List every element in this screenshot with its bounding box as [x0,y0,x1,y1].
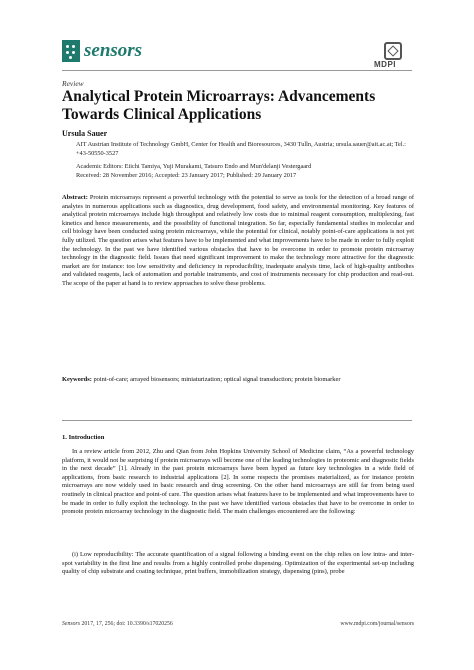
keywords-text: point-of-care; arrayed biosensors; miniaturization; optical signal transduction; protein biomarker [93,376,341,383]
paragraph: In a review article from 2012, Zhu and Qian from John Hopkins University School of Medicine claim, “As a powerful technology platform, it would not be surprising if protein microarrays will become one of the leading technologies in proteomic and diagnostic fields in the next decade” [1]. Already in the past protein microarrays have been hyped as future key technologies in a wide field of applications, from basic research to industrial applications [2]. In some respects the promises materialized, as for instance protein microarrays are now widely used in basic research and drug screening. On the other hand microarrays are still far from being used routinely in clinical practice and point-of care. The question arises what features have to be implemented and what improvements have to be made in order to fully exploit the technology. In the past we have identified various obstacles that have to be overcome in order to promote protein microarray technology in the diagnostic field. The main challenges encountered are the following: [62,448,414,516]
mdpi-logo-icon [384,42,402,60]
publisher-name: MDPI [374,60,396,69]
affiliation: AIT Austrian Institute of Technology GmbH, Center for Health and Bioresources, 3430 Tulln, Austria; ursula.sauer@ait.ac.at; Tel.: +43-50550-3527 [76,141,406,157]
keywords [62,376,414,385]
author-name: Ursula Sauer [62,129,108,138]
footer-journal: Sensors [62,621,81,627]
footer-citation [62,621,173,627]
abstract [62,194,414,289]
article-type: Review [62,79,84,88]
paper-title: Analytical Protein Microarrays: Advancements Towards Clinical Applications [62,88,376,123]
journal-logo-icon [62,40,80,62]
footer-citation-details: 2017, 17, 256; doi: 10.3390/s17020256 [81,621,173,627]
abstract-label: Abstract: [62,194,88,201]
journal-name: sensors [84,40,143,61]
section-divider [62,420,412,421]
abstract-text: Protein microarrays represent a powerful technology with the potential to serve as tools for the detection of a broad range of analytes in numerous applications such as diagnostics, drug development, food safety, and environmental monitoring. Key features of analytical protein microarrays include high throughput and relatively low costs due to minimal reagent consumption, multiplexing, fast kinetics and hence measurements, and the possibility of functional integration. So far, especially fundamental studies in molecular and cell biology have been conducted using protein microarrays, while the potential for clinical, notably point-of-care applications is not yet fully utilized. The question arises what features have to be implemented and what improvements have to be made in order to fully exploit the technology. In the past we have identified various obstacles that have to be overcome in order to promote protein microarray technology in the diagnostic field. Issues that need significant improvement to make the technology more attractive for the diagnostic market are for instance: too low sensitivity and deficiency in reproducibility, inadequate analysis time, lack of high-quality antibodies and validated reagents, lack of automation and portable instruments, and cost of instruments necessary for chip production and read-out. The scope of the paper at hand is to review approaches to solve these problems. [62,194,414,287]
publication-dates: Received: 28 November 2016; Accepted: 23 January 2017; Published: 29 January 2017 [76,172,297,179]
footer-url[interactable]: www.mdpi.com/journal/sensors [340,621,414,627]
section-heading: 1. Introduction [62,434,105,441]
academic-editors: Academic Editors: Eiichi Tamiya, Yuji Murakami, Tatsuro Endo and Mun'delanji Vestergaard [76,163,312,170]
header-divider [62,70,412,71]
paragraph: (i) Low reproducibility: The accurate quantification of a signal following a binding event on the chip relies on low intra- and inter- spot variability in the first line and results from a highly controlled probe dispensing. Optimization of the experimental set-up including quality of chip substrate and coating technique, print buffers, immobilization strategy, dispensing (pins), probe [62,551,414,576]
keywords-label: Keywords: [62,376,92,383]
